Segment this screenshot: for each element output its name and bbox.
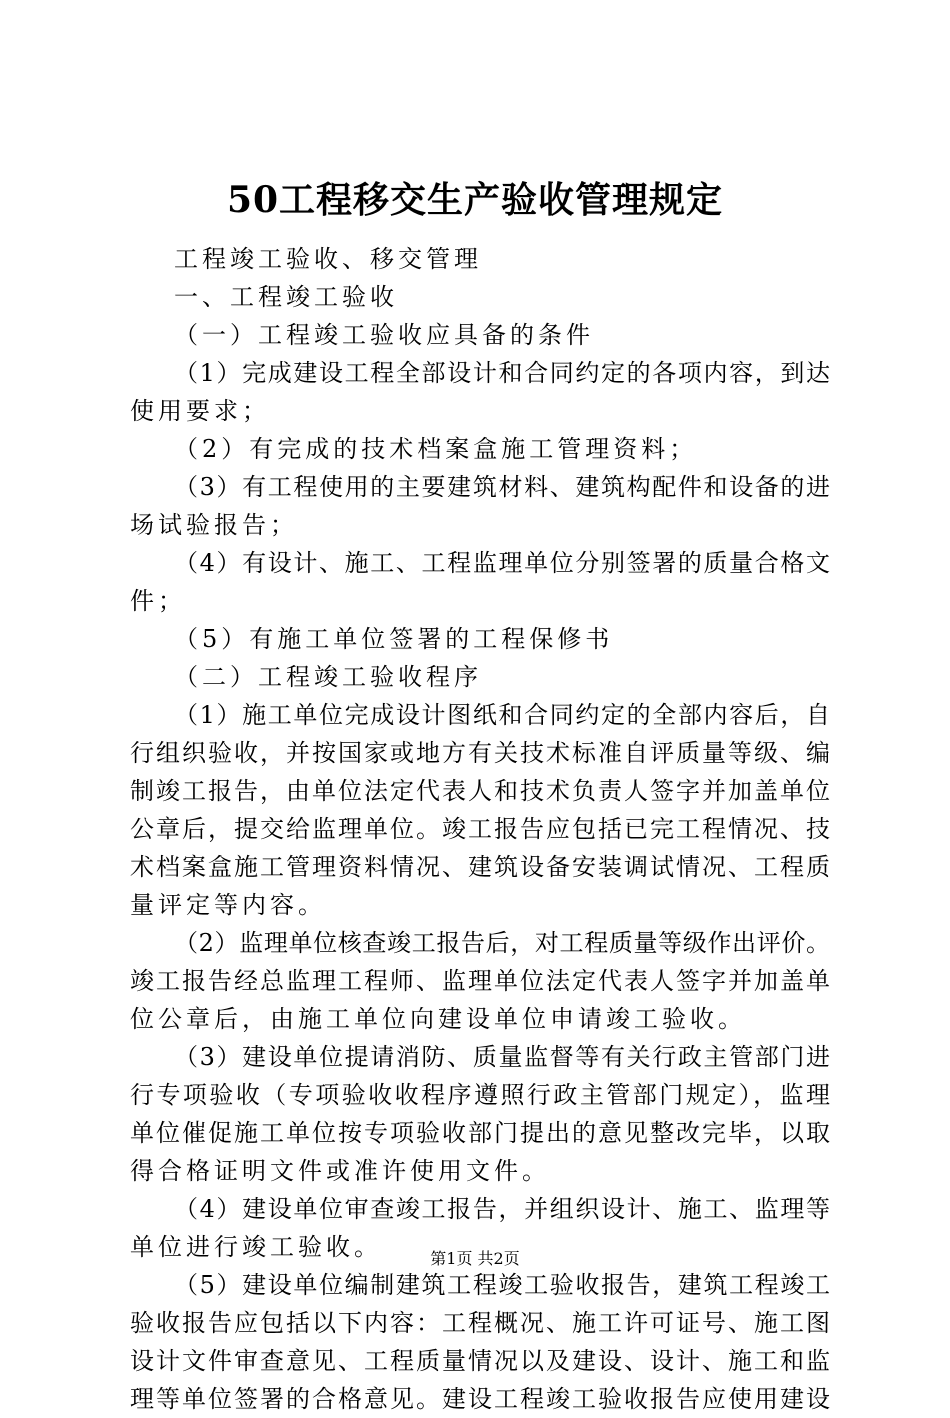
paragraph-line: 设计文件审查意见、工程质量情况以及建设、设计、施工和监 (130, 1347, 830, 1375)
paragraph-line: 行组织验收，并按国家或地方有关技术标准自评质量等级、编 (130, 739, 830, 767)
paragraph-line: （二）工程竣工验收程序 (174, 663, 482, 691)
paragraph-line: （3）有工程使用的主要建筑材料、建筑构配件和设备的进 (174, 473, 830, 501)
paragraph (130, 658, 830, 696)
paragraph-line: （5）建设单位编制建筑工程竣工验收报告，建筑工程竣工 (174, 1271, 830, 1299)
paragraph-line: 得合格证明文件或准许使用文件。 (130, 1157, 550, 1185)
paragraph-line: 单位催促施工单位按专项验收部门提出的意见整改完毕，以取 (130, 1119, 830, 1147)
paragraph (130, 1266, 830, 1418)
paragraph (130, 468, 830, 544)
document-title: 50工程移交生产验收管理规定 (226, 179, 724, 221)
paragraph-line: 竣工报告经总监理工程师、监理单位法定代表人签字并加盖单 (130, 967, 830, 995)
paragraph-line: （2）有完成的技术档案盒施工管理资料； (174, 435, 698, 463)
paragraph-line: （3）建设单位提请消防、质量监督等有关行政主管部门进 (174, 1043, 830, 1071)
paragraph-line: （一）工程竣工验收应具备的条件 (174, 321, 594, 349)
paragraph (130, 354, 830, 430)
paragraph-line: 公章后，提交给监理单位。竣工报告应包括已完工程情况、技 (130, 815, 830, 843)
paragraph (130, 620, 830, 658)
paragraph-line: 工程竣工验收、移交管理 (174, 245, 482, 273)
paragraph-line: 使用要求； (130, 397, 270, 425)
paragraph (130, 316, 830, 354)
paragraph-line: 量评定等内容。 (130, 891, 326, 919)
paragraph-line: 一、工程竣工验收 (174, 283, 398, 311)
paragraph (130, 544, 830, 620)
paragraph (130, 240, 830, 278)
paragraph-line: （1）施工单位完成设计图纸和合同约定的全部内容后，自 (174, 701, 830, 729)
paragraph (130, 924, 830, 1038)
paragraph (130, 278, 830, 316)
paragraph-line: 件； (130, 587, 186, 615)
paragraph-line: 理等单位签署的合格意见。建设工程竣工验收报告应使用建设 (130, 1385, 830, 1413)
paragraph (130, 430, 830, 468)
paragraph-line: （5）有施工单位签署的工程保修书 (174, 625, 614, 653)
document-body (130, 240, 830, 1418)
paragraph-line: （4）建设单位审查竣工报告，并组织设计、施工、监理等 (174, 1195, 830, 1223)
paragraph-line: 制竣工报告，由单位法定代表人和技术负责人签字并加盖单位 (130, 777, 830, 805)
paragraph-line: 行专项验收（专项验收收程序遵照行政主管部门规定），监理 (130, 1081, 830, 1109)
paragraph (130, 1038, 830, 1190)
page-footer: 第1页 共2页 (430, 1249, 520, 1268)
paragraph-line: （4）有设计、施工、工程监理单位分别签署的质量合格文 (174, 549, 830, 577)
paragraph-line: 单位进行竣工验收。 (130, 1233, 382, 1261)
paragraph-line: 位公章后，由施工单位向建设单位申请竣工验收。 (130, 1005, 746, 1033)
paragraph (130, 696, 830, 924)
paragraph-line: （2）监理单位核查竣工报告后，对工程质量等级作出评价。 (174, 929, 830, 957)
paragraph-line: （1）完成建设工程全部设计和合同约定的各项内容，到达 (174, 359, 830, 387)
paragraph-line: 场试验报告； (130, 511, 298, 539)
paragraph-line: 术档案盒施工管理资料情况、建筑设备安装调试情况、工程质 (130, 853, 830, 881)
paragraph-line: 验收报告应包括以下内容：工程概况、施工许可证号、施工图 (130, 1309, 830, 1337)
